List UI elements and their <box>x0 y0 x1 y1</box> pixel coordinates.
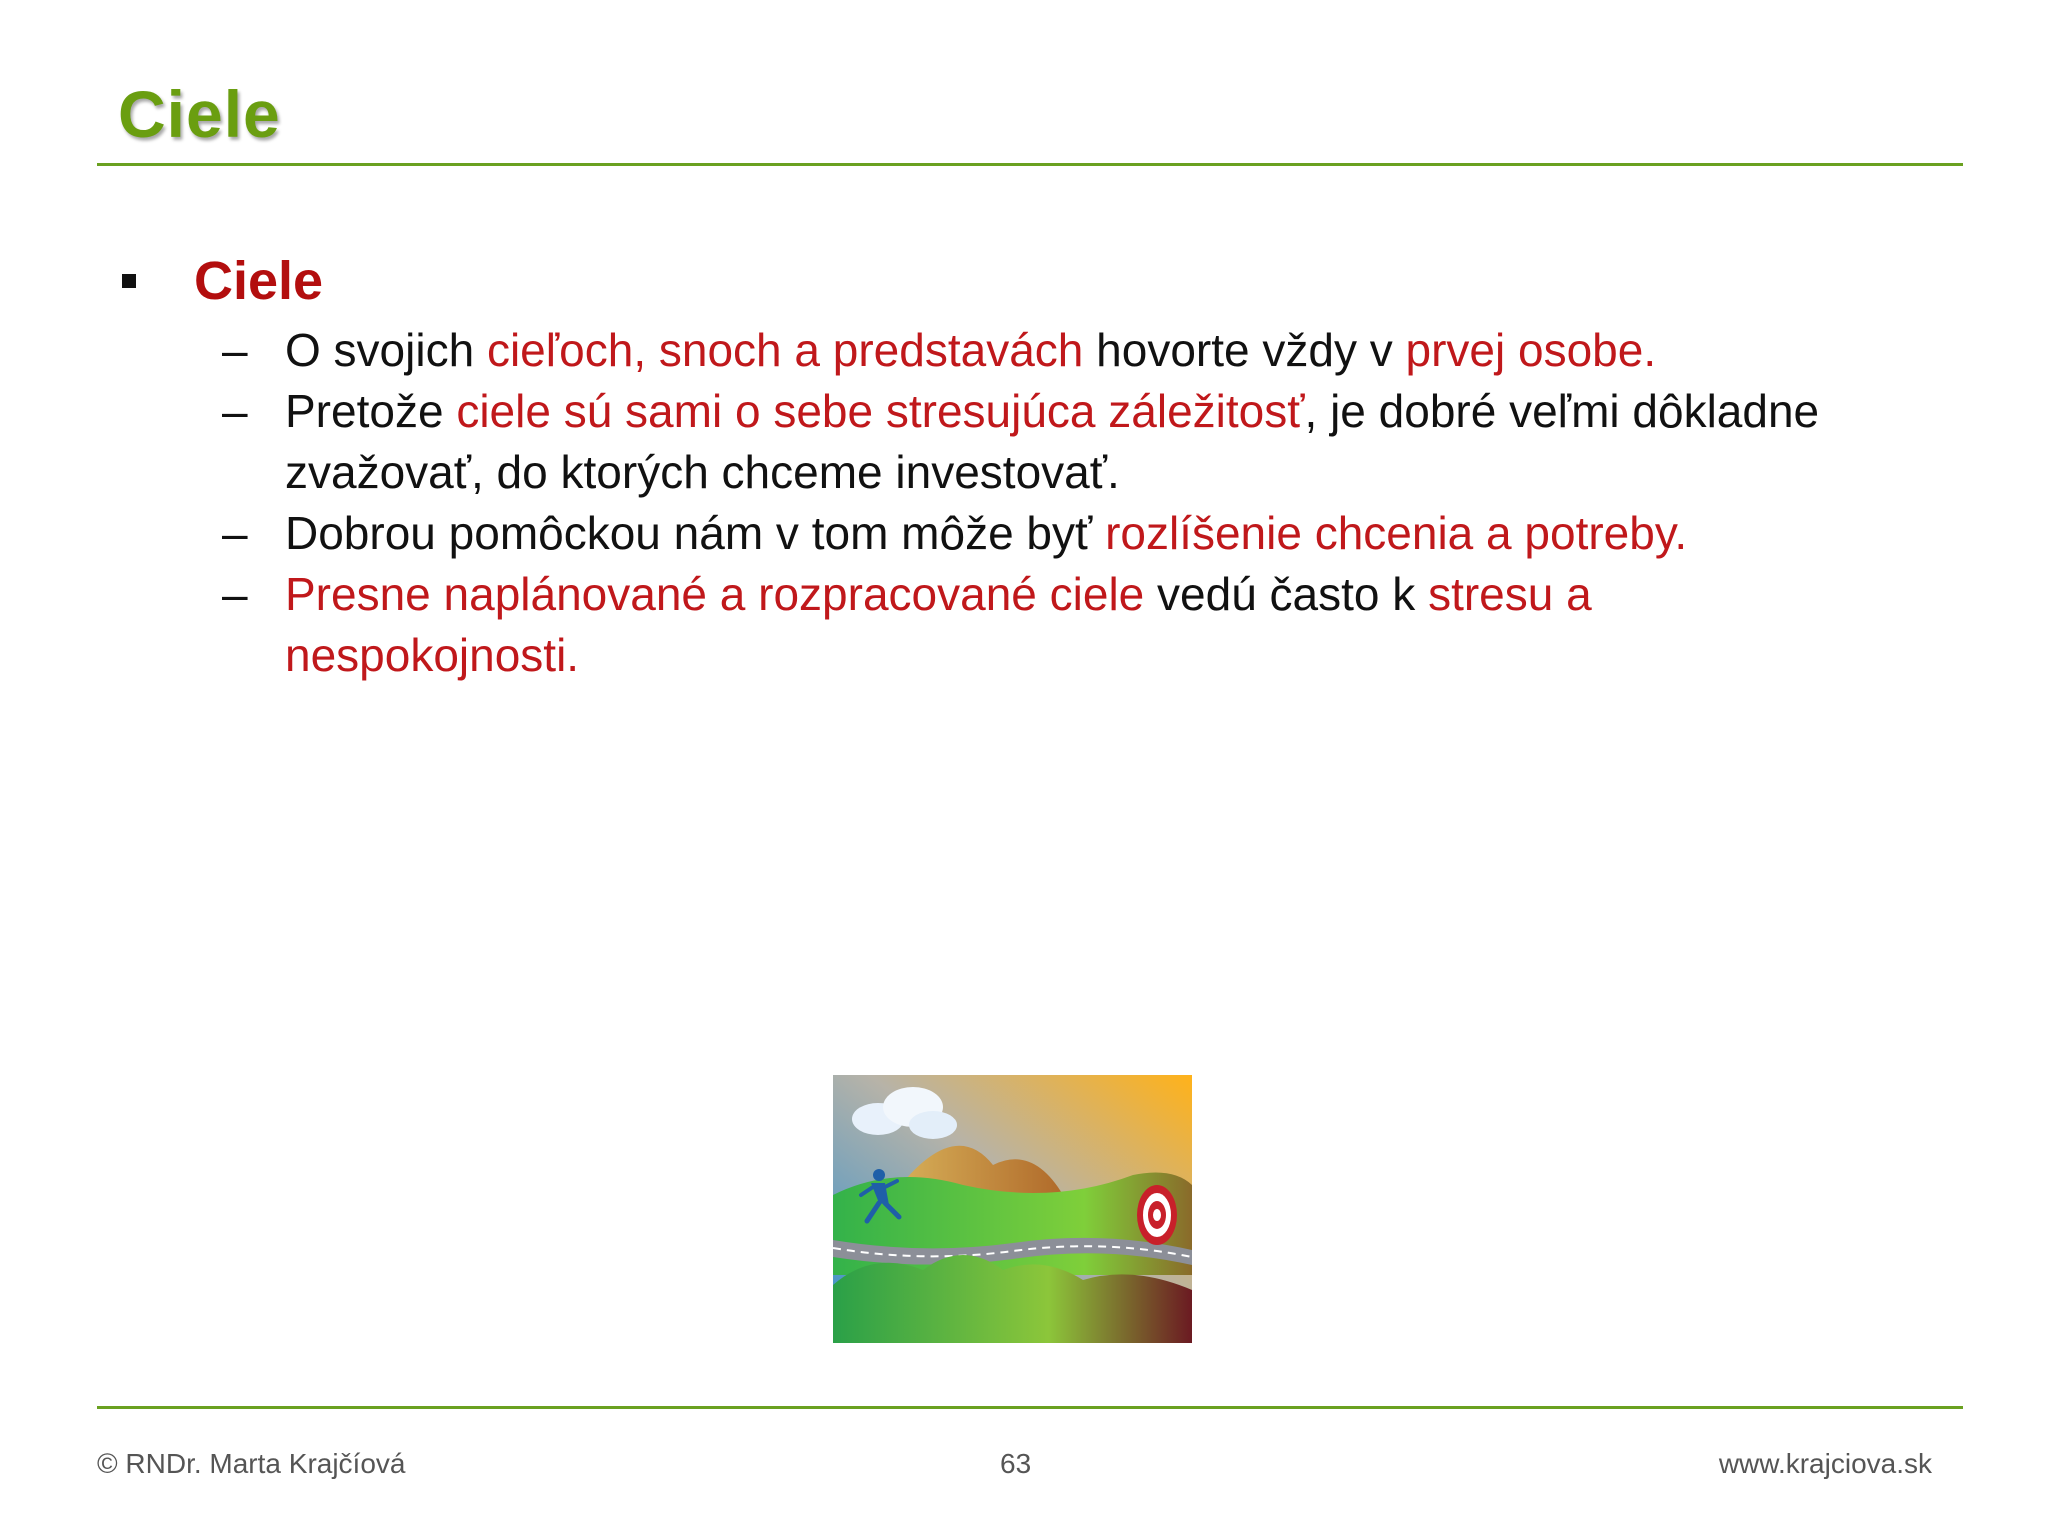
sub-bullet-text: Pretože <box>285 385 457 437</box>
slide-title: Ciele <box>118 77 281 151</box>
target-icon <box>1137 1185 1177 1245</box>
page-number: 63 <box>1000 1448 1032 1479</box>
sub-bullet-highlight: rozlíšenie chcenia a potreby. <box>1105 507 1688 559</box>
footer-website: www.krajciova.sk <box>1718 1448 1932 1479</box>
bullet-item <box>118 250 1918 320</box>
sub-bullet-text: O svojich <box>285 324 487 376</box>
footer-divider <box>97 1406 1963 1409</box>
goal-illustration <box>833 1075 1192 1343</box>
sub-bullet-3 <box>118 503 1985 564</box>
sub-bullet-2 <box>118 381 1985 503</box>
sub-bullet-text: hovorte vždy v <box>1083 324 1406 376</box>
sub-bullet-highlight: cieľoch, snoch a predstavách <box>486 324 1084 376</box>
dash-marker: – <box>222 385 248 437</box>
bullet-heading: Ciele <box>194 251 324 311</box>
sub-bullet-highlight: ciele sú sami o sebe stresujúca záležitosť <box>456 385 1305 437</box>
dash-marker: – <box>222 507 248 559</box>
sub-bullet-4 <box>118 564 1785 686</box>
square-bullet-icon <box>122 274 136 288</box>
sub-bullet-highlight: prvej osobe. <box>1405 324 1657 376</box>
sub-bullet-highlight: Presne naplánované a rozpracované ciele <box>285 568 1145 620</box>
title-divider <box>97 163 1963 166</box>
dash-marker: – <box>222 568 248 620</box>
dash-marker: – <box>222 324 248 376</box>
sub-bullet-text: Dobrou pomôckou nám v tom môže byť <box>285 507 1106 559</box>
sub-bullet-1 <box>118 320 1985 381</box>
sub-bullet-text: vedú často k <box>1144 568 1429 620</box>
sub-bullet-text: , je dobré veľmi dôkladne zvažovať, do ktorých chceme investovať. <box>285 385 1820 498</box>
slide-content <box>118 250 1918 686</box>
sub-bullet-highlight: stresu a nespokojnosti. <box>285 568 1592 681</box>
footer-author: © RNDr. Marta Krajčíová <box>97 1448 406 1479</box>
